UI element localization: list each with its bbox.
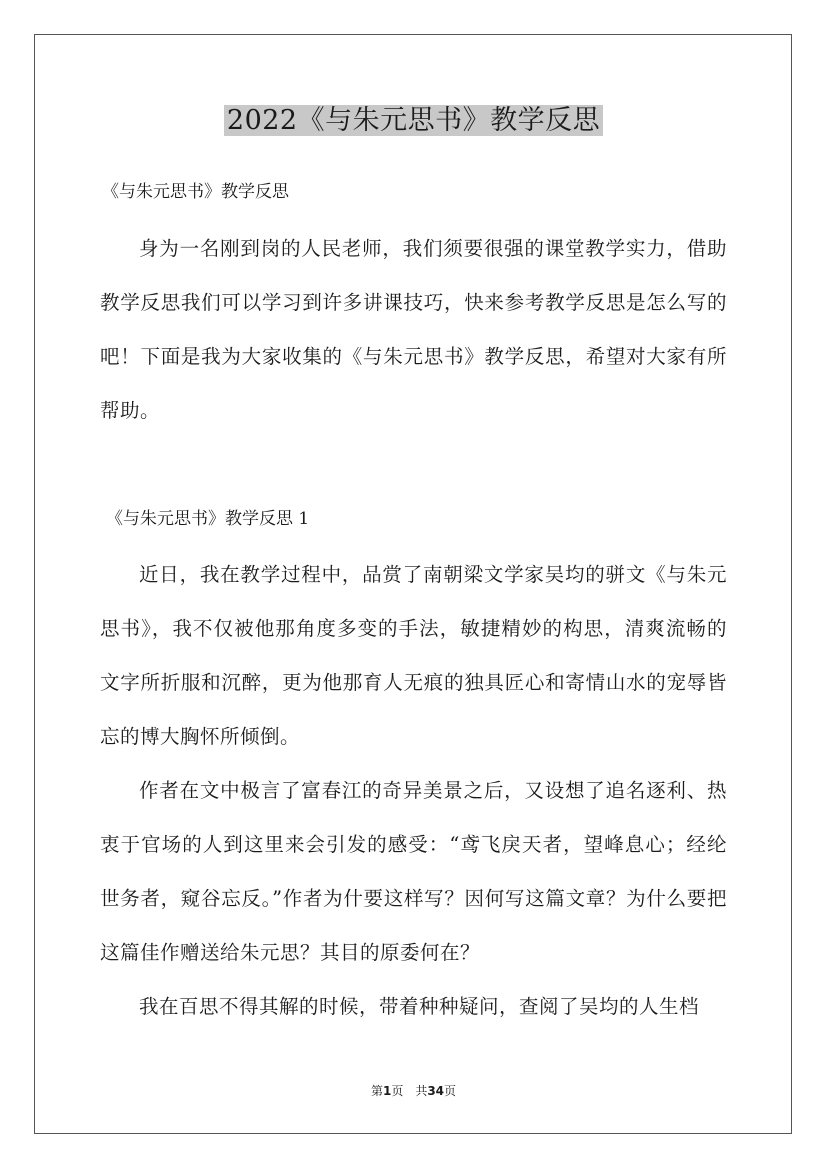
intro-paragraph: 身为一名刚到岗的人民老师，我们须要很强的课堂教学实力，借助教学反思我们可以学习到许多讲课技巧，快来参考教学反思是怎么写的吧！下面是我为大家收集的《与朱元思书》教学反思，希望对大家有所帮助。 [100, 237, 727, 422]
page-mid: 页 共 [391, 1084, 428, 1098]
body-paragraph-3: 我在百思不得其解的时候，带着种种疑问，查阅了吴均的人生档 [139, 995, 700, 1018]
page-current-number: 1 [382, 1084, 392, 1098]
page-total-number: 34 [427, 1084, 445, 1098]
document-title-text: 2022《与朱元思书》教学反思 [224, 105, 603, 136]
document-title [100, 101, 727, 141]
page-prefix: 第 [370, 1084, 383, 1098]
body-paragraph-2: 作者在文中极言了富春江的奇异美景之后，又设想了追名逐利、热衷于官场的人到这里来会引发的感受：“鸢飞戾天者，望峰息心；经纶世务者，窥谷忘反。”作者为什要这样写？因何写这篇文章？为什么要把这篇佳作赠送给朱元思？其目的原委何在？ [100, 779, 727, 964]
section-heading-1: 《与朱元思书》教学反思 1 [106, 509, 310, 529]
subtitle-heading: 《与朱元思书》教学反思 [102, 182, 289, 202]
body-paragraph-1: 近日，我在教学过程中，品赏了南朝梁文学家吴均的骈文《与朱元思书》，我不仅被他那角度多变的手法，敏捷精妙的构思，清爽流畅的文字所折服和沉醉，更为他那育人无痕的独具匠心和寄情山水的宠辱皆忘的博大胸怀所倾倒。 [100, 563, 727, 748]
page-suffix: 页 [444, 1084, 457, 1098]
page-footer [0, 1083, 827, 1099]
